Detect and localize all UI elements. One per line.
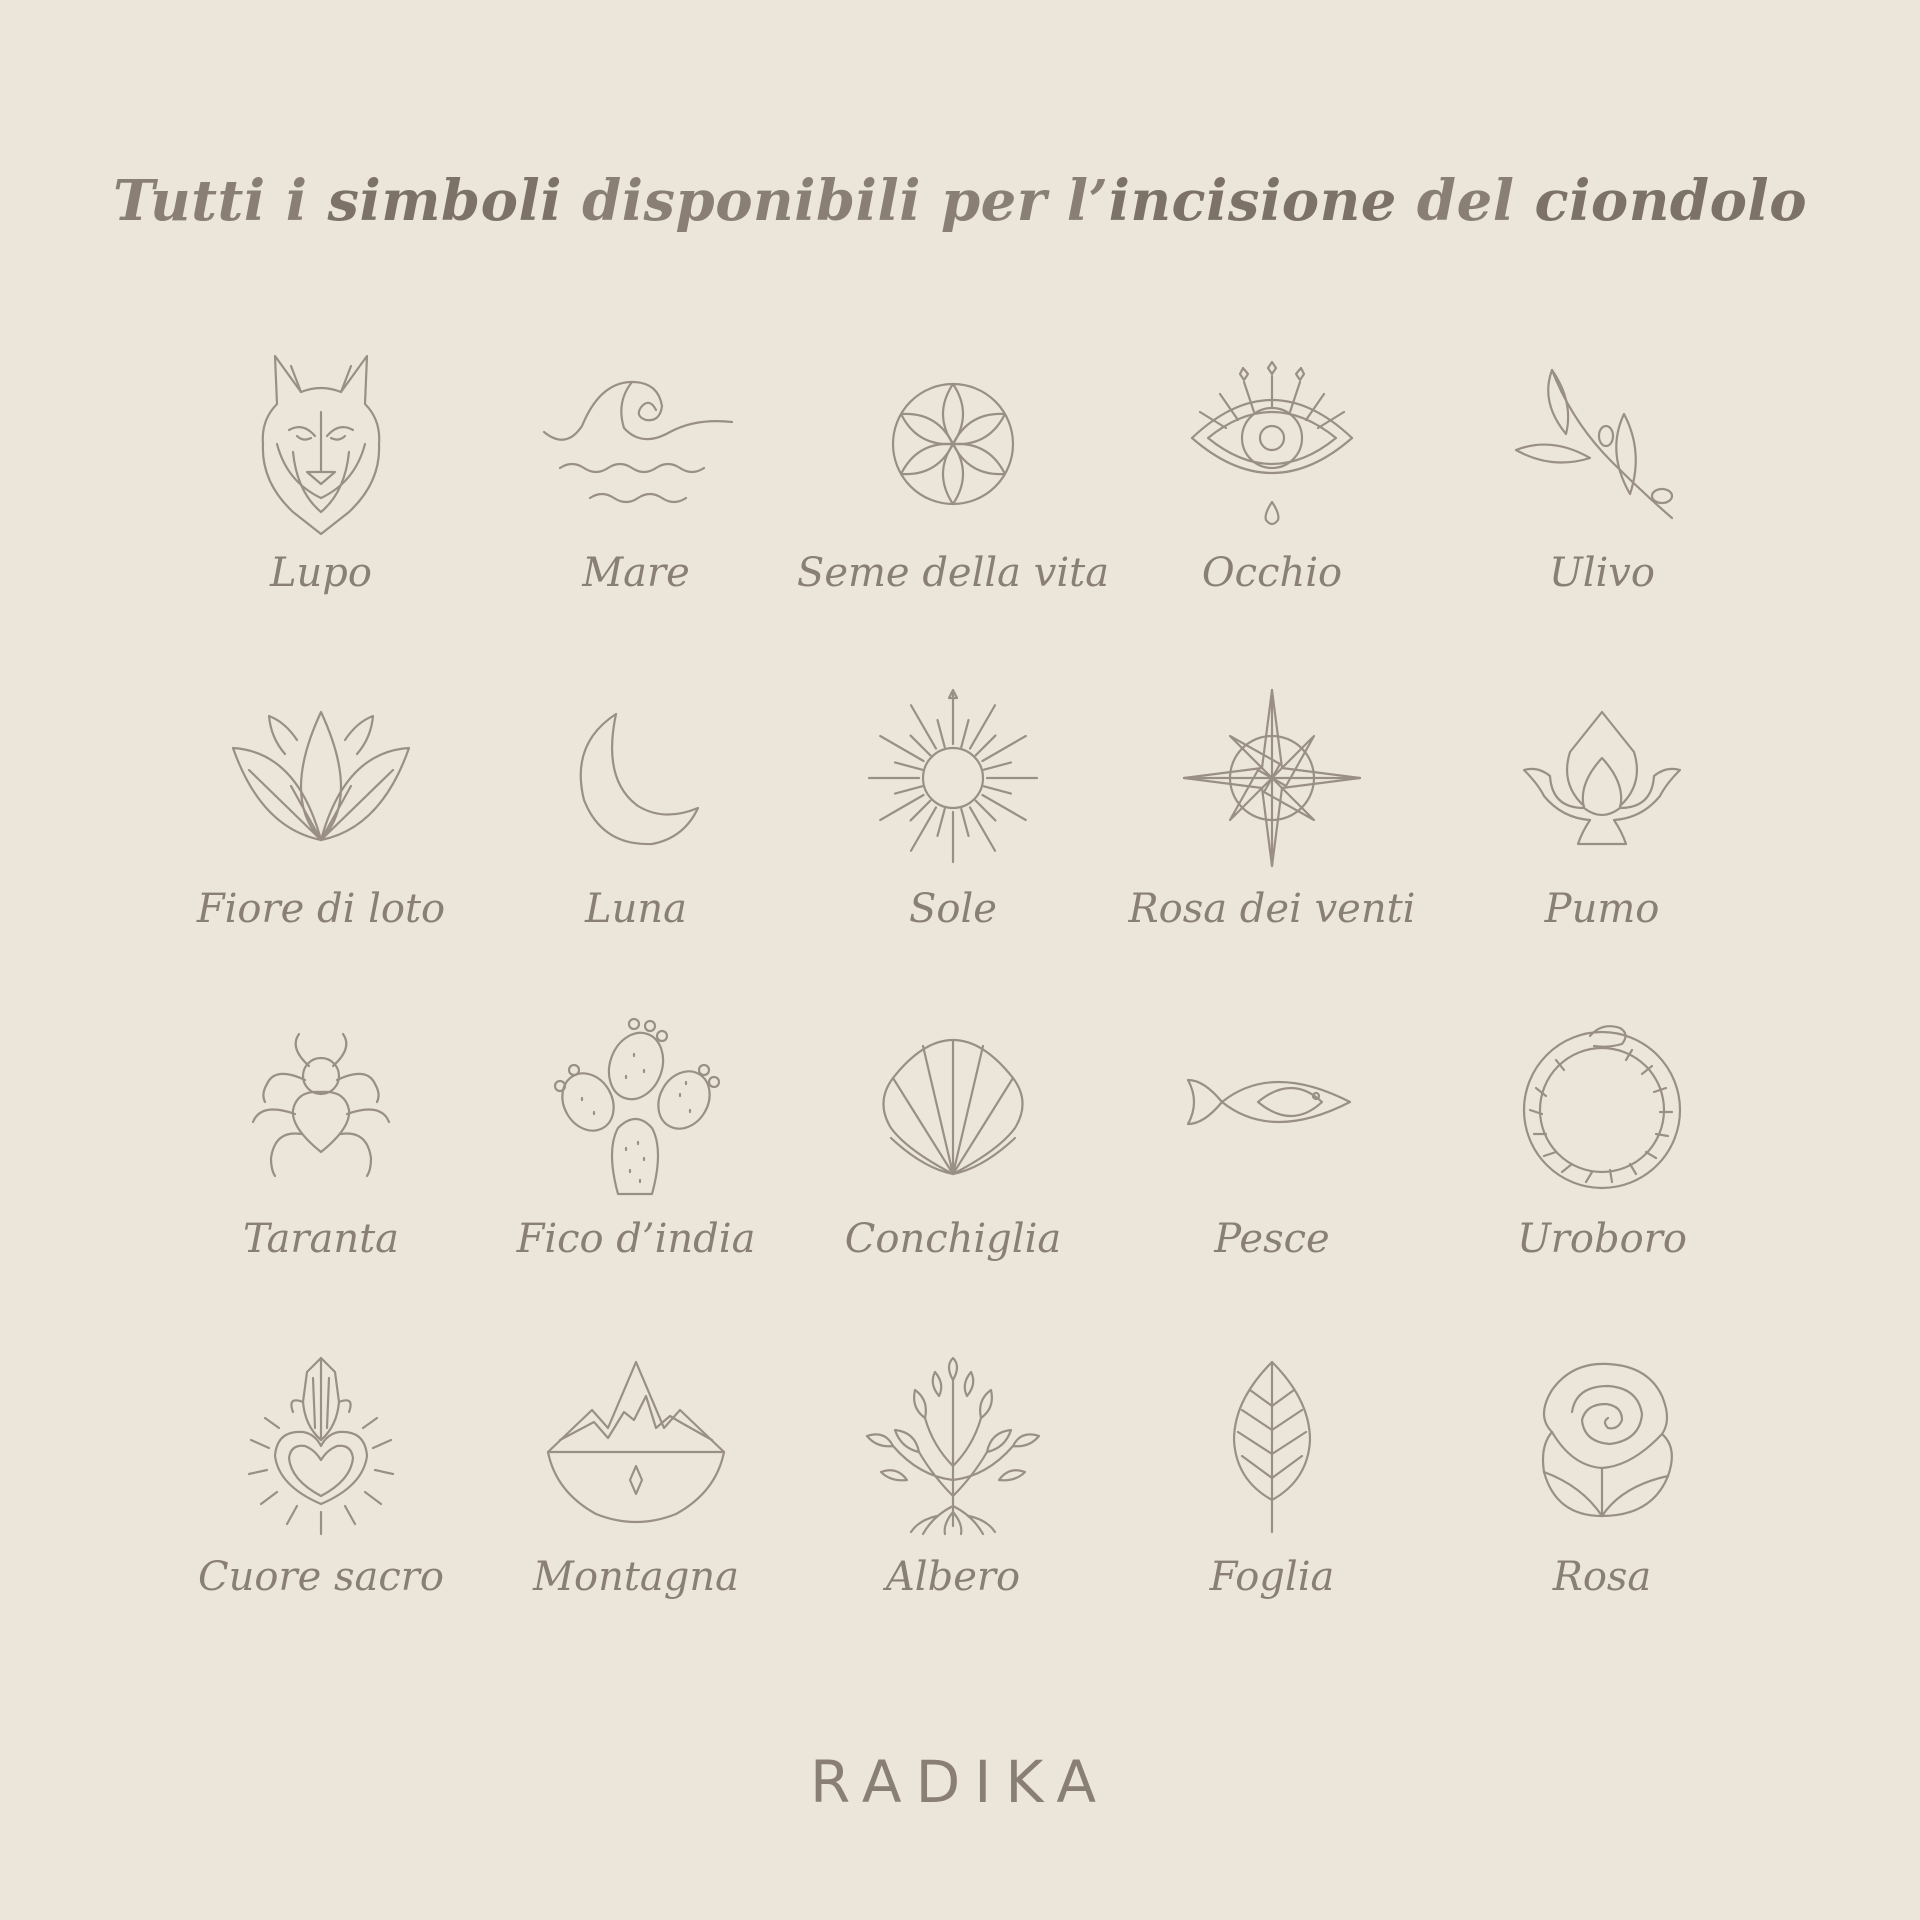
- compass-rose-icon: [1182, 688, 1362, 868]
- wolf-icon: [231, 352, 411, 532]
- symbol-label: Pesce: [1214, 1216, 1330, 1262]
- symbol-fiore-di-loto: [156, 688, 486, 988]
- symbol-sole: [788, 688, 1118, 988]
- symbol-albero: [788, 1356, 1118, 1656]
- symbol-label: Taranta: [242, 1216, 400, 1262]
- title-part: del: [1396, 168, 1535, 234]
- title-bold: simboli: [327, 168, 563, 234]
- eye-icon: [1182, 352, 1362, 532]
- symbol-label: Cuore sacro: [198, 1554, 444, 1600]
- mountain-icon: [546, 1356, 726, 1536]
- tree-icon: [863, 1356, 1043, 1536]
- sun-icon: [863, 688, 1043, 868]
- symbol-pumo: [1437, 688, 1767, 988]
- wave-icon: [546, 352, 726, 532]
- symbol-lupo: [156, 352, 486, 652]
- moon-icon: [546, 688, 726, 868]
- symbol-label: Rosa: [1552, 1554, 1652, 1600]
- symbol-mare: [471, 352, 801, 652]
- title-part: disponibili per l’: [562, 168, 1109, 234]
- symbol-montagna: [471, 1356, 801, 1656]
- symbol-ulivo: [1437, 352, 1767, 652]
- symbol-label: Conchiglia: [844, 1216, 1062, 1262]
- olive-branch-icon: [1512, 352, 1692, 532]
- sacred-heart-icon: [231, 1356, 411, 1536]
- title-bold: ciondolo: [1534, 168, 1808, 234]
- symbol-label: Luna: [585, 886, 687, 932]
- symbol-label: Ulivo: [1549, 550, 1655, 596]
- symbol-foglia: [1107, 1356, 1437, 1656]
- shell-icon: [863, 1018, 1043, 1198]
- title-part: Tutti i: [112, 168, 328, 234]
- leaf-icon: [1182, 1356, 1362, 1536]
- symbol-uroboro: [1437, 1018, 1767, 1318]
- symbol-label: Seme della vita: [796, 550, 1110, 596]
- symbol-label: Albero: [885, 1554, 1021, 1600]
- brand-logo: RADIKA: [809, 1748, 1111, 1816]
- symbol-fico-d-india: [471, 1018, 801, 1318]
- symbol-label: Mare: [582, 550, 690, 596]
- spider-icon: [231, 1018, 411, 1198]
- title-bold: incisione: [1108, 168, 1397, 234]
- cactus-icon: [546, 1018, 726, 1198]
- symbol-rosa: [1437, 1356, 1767, 1656]
- symbol-conchiglia: [788, 1018, 1118, 1318]
- lotus-icon: [231, 688, 411, 868]
- symbol-label: Occhio: [1201, 550, 1343, 596]
- symbol-rosa-dei-venti: [1107, 688, 1437, 988]
- symbol-seme-della-vita: [788, 352, 1118, 652]
- symbol-label: Pumo: [1544, 886, 1660, 932]
- symbol-taranta: [156, 1018, 486, 1318]
- ouroboros-icon: [1512, 1018, 1692, 1198]
- symbol-label: Foglia: [1209, 1554, 1335, 1600]
- seed-of-life-icon: [863, 352, 1043, 532]
- pumo-icon: [1512, 688, 1692, 868]
- fish-icon: [1182, 1018, 1362, 1198]
- rose-icon: [1512, 1356, 1692, 1536]
- symbol-label: Rosa dei venti: [1128, 886, 1416, 932]
- symbol-cuore-sacro: [156, 1356, 486, 1656]
- symbol-label: Lupo: [269, 550, 372, 596]
- symbol-label: Fiore di loto: [196, 886, 446, 932]
- symbol-label: Montagna: [533, 1554, 739, 1600]
- symbol-pesce: [1107, 1018, 1437, 1318]
- symbol-label: Fico d’india: [516, 1216, 756, 1262]
- symbol-occhio: [1107, 352, 1437, 652]
- symbol-label: Sole: [909, 886, 997, 932]
- symbol-label: Uroboro: [1517, 1216, 1687, 1262]
- symbol-luna: [471, 688, 801, 988]
